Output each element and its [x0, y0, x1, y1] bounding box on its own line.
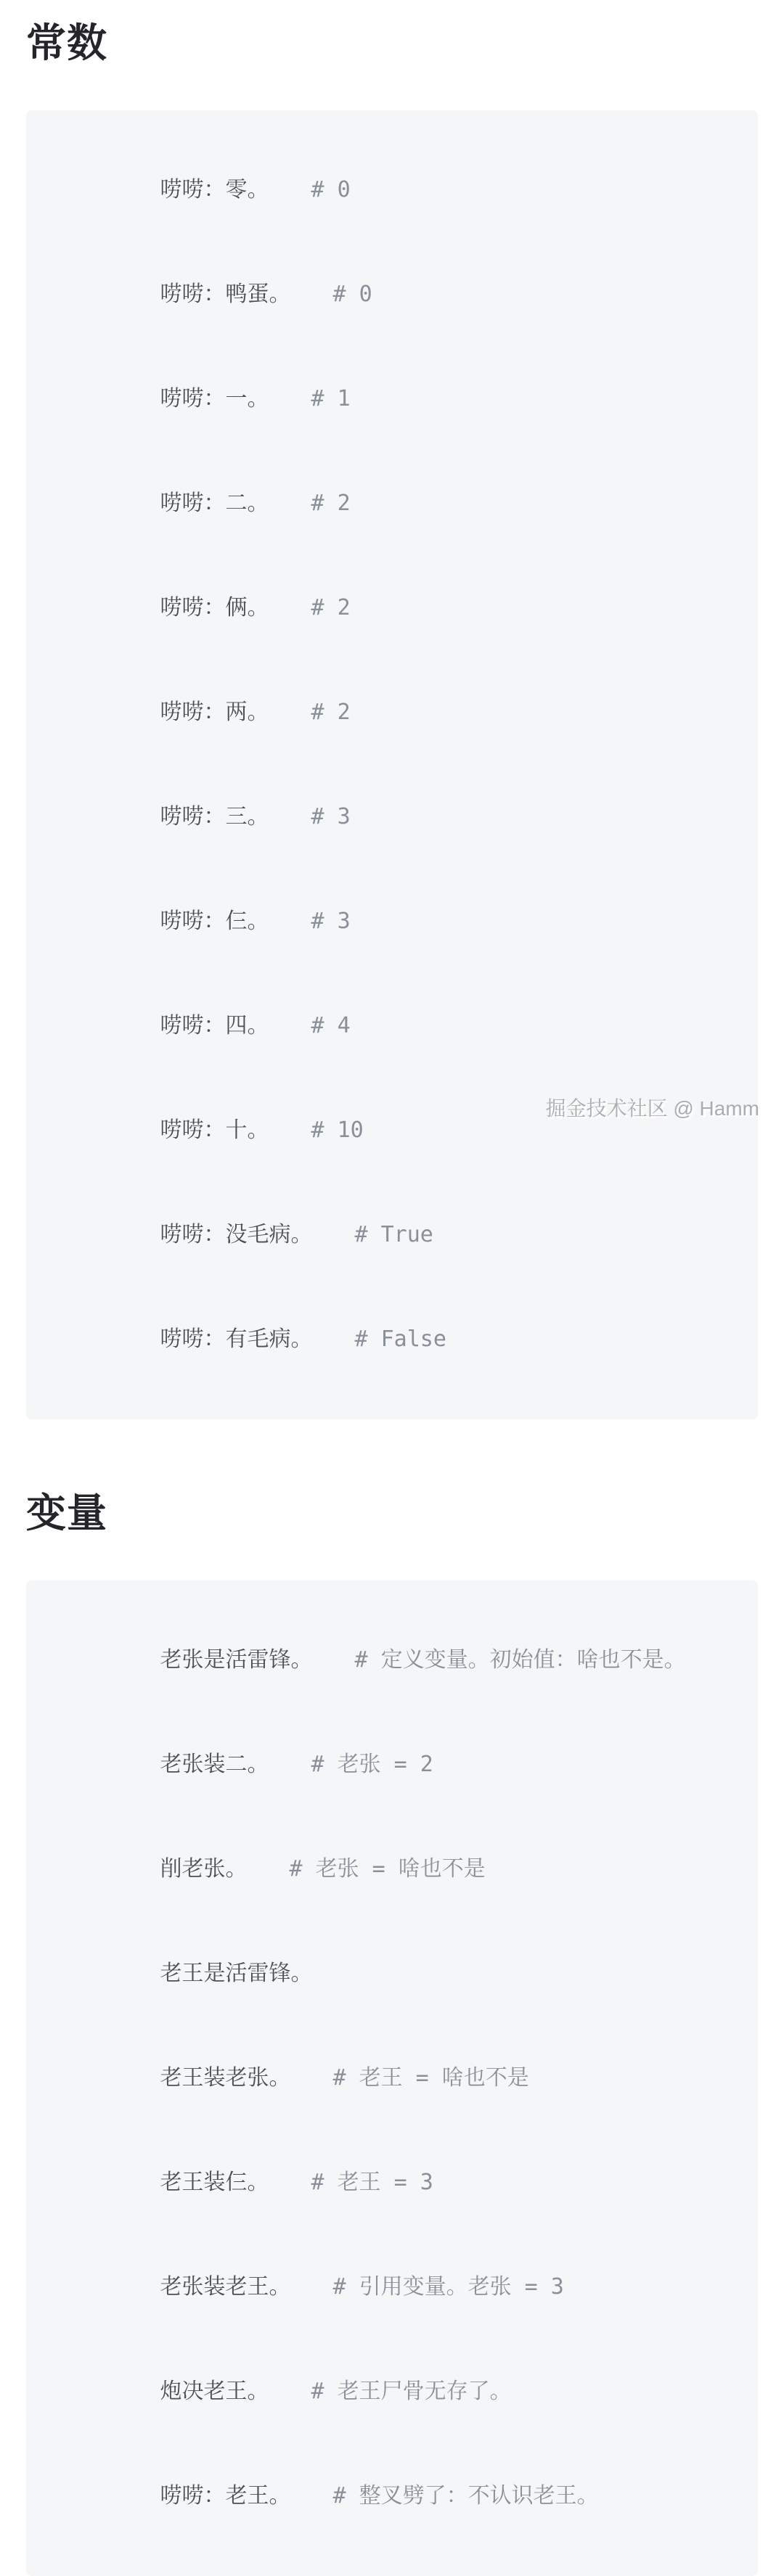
juejin-watermark: 掘金技术社区 @ Hamm [545, 1097, 759, 1120]
code-line [55, 1183, 729, 1287]
code-line [55, 1921, 729, 2026]
code-comment: # 老王尸骨无存了。 [311, 2379, 512, 2404]
code-statement: 唠唠：四。 [160, 1013, 269, 1038]
section-constants [26, 0, 758, 1419]
constants-heading: 常数 [26, 20, 108, 65]
variables-code-block [26, 1580, 758, 2576]
code-statement: 唠唠：零。 [160, 177, 269, 202]
code-line [55, 1287, 729, 1392]
code-line [55, 2444, 729, 2548]
code-line [55, 765, 729, 869]
code-line [55, 660, 729, 765]
code-comment: # 老王 = 3 [311, 2170, 433, 2195]
code-comment: # 整叉劈了：不认识老王。 [332, 2483, 599, 2509]
code-line [55, 451, 729, 556]
code-statement: 唠唠：鸭蛋。 [160, 282, 291, 307]
code-line [55, 1608, 729, 1712]
code-statement: 削老张。 [160, 1856, 248, 1882]
code-statement: 唠唠：老王。 [160, 2483, 291, 2509]
code-line [55, 138, 729, 242]
code-comment: # False [354, 1326, 446, 1352]
section-variables [26, 1489, 758, 2576]
variables-heading: 变量 [26, 1490, 108, 1535]
code-comment: # 老张 = 啥也不是 [289, 1856, 486, 1882]
code-line [55, 974, 729, 1078]
code-comment: # 老张 = 2 [311, 1752, 433, 1777]
code-line [55, 2026, 729, 2130]
code-statement: 老张装二。 [160, 1752, 269, 1777]
code-line [55, 556, 729, 660]
code-statement: 唠唠：俩。 [160, 595, 269, 620]
code-statement: 炮决老王。 [160, 2379, 269, 2404]
code-statement: 唠唠：仨。 [160, 908, 269, 934]
constants-code-block [26, 110, 758, 1419]
code-comment: # 1 [311, 386, 351, 411]
code-statement: 唠唠：一。 [160, 386, 269, 411]
code-line [55, 1817, 729, 1921]
code-statement: 老张是活雷锋。 [160, 1647, 313, 1673]
code-comment: # 4 [311, 1013, 351, 1038]
code-line [55, 1078, 729, 1183]
code-comment: # 0 [311, 177, 351, 202]
code-statement: 唠唠：二。 [160, 491, 269, 516]
code-comment: # 0 [332, 282, 372, 307]
code-line [55, 347, 729, 451]
code-comment: # 引用变量。老张 = 3 [332, 2274, 564, 2300]
code-statement: 老王装老张。 [160, 2065, 291, 2091]
code-comment: # 3 [311, 804, 351, 829]
code-statement: 唠唠：三。 [160, 804, 269, 829]
code-statement: 唠唠：没毛病。 [160, 1222, 313, 1247]
code-line [55, 2339, 729, 2444]
code-line [55, 1712, 729, 1817]
code-line [55, 242, 729, 347]
code-comment: # 3 [311, 908, 351, 934]
code-statement: 唠唠：十。 [160, 1117, 269, 1143]
code-line [55, 2130, 729, 2235]
code-statement: 老王是活雷锋。 [160, 1961, 313, 1986]
code-line [55, 2235, 729, 2339]
code-comment: # 2 [311, 700, 351, 725]
code-comment: # True [354, 1222, 433, 1247]
code-comment: # 定义变量。初始值：啥也不是。 [354, 1647, 686, 1673]
code-comment: # 老王 = 啥也不是 [332, 2065, 529, 2091]
code-statement: 老王装仨。 [160, 2170, 269, 2195]
code-comment: # 10 [311, 1117, 364, 1143]
code-statement: 老张装老王。 [160, 2274, 291, 2300]
code-statement: 唠唠：有毛病。 [160, 1326, 313, 1352]
code-comment: # 2 [311, 491, 351, 516]
code-line [55, 869, 729, 974]
code-statement: 唠唠：两。 [160, 700, 269, 725]
code-comment: # 2 [311, 595, 351, 620]
